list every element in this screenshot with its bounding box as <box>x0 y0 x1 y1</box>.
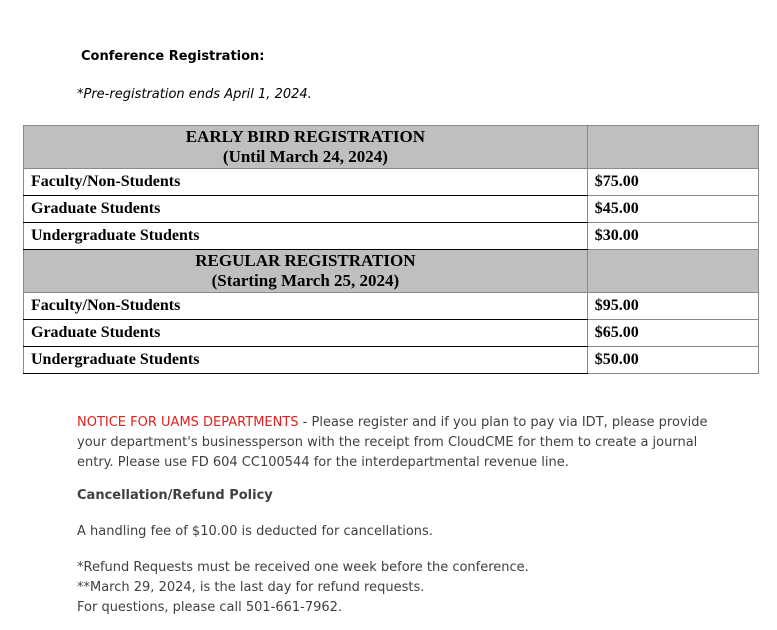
handling-fee-line: A handling fee of $10.00 is deducted for cancellations. <box>77 524 433 539</box>
row-label: Undergraduate Students <box>24 347 588 374</box>
section-header-early-bird <box>24 126 759 169</box>
table-row <box>24 196 759 223</box>
row-price: $50.00 <box>587 347 758 374</box>
row-label: Graduate Students <box>24 196 588 223</box>
policy-title: Cancellation/Refund Policy <box>77 488 273 503</box>
refund-info <box>77 558 529 618</box>
section-title: EARLY BIRD REGISTRATION <box>185 127 426 146</box>
row-price: $45.00 <box>587 196 758 223</box>
section-price-header-cell <box>587 126 758 169</box>
row-label: Undergraduate Students <box>24 223 588 250</box>
section-price-header-cell <box>587 250 758 293</box>
row-price: $30.00 <box>587 223 758 250</box>
section-header-regular <box>24 250 759 293</box>
table-row <box>24 293 759 320</box>
table-row <box>24 320 759 347</box>
section-subtitle: (Starting March 25, 2024) <box>211 271 400 290</box>
uams-departments-notice <box>77 413 717 473</box>
section-title-cell <box>24 126 588 169</box>
registration-fees-table <box>23 125 759 374</box>
refund-line: *Refund Requests must be received one week before the conference. <box>77 560 529 575</box>
row-price: $75.00 <box>587 169 758 196</box>
contact-line: For questions, please call 501-661-7962. <box>77 600 343 615</box>
section-title-cell <box>24 250 588 293</box>
refund-line: **March 29, 2024, is the last day for refund requests. <box>77 580 425 595</box>
preregistration-note: *Pre-registration ends April 1, 2024. <box>77 87 312 102</box>
row-price: $95.00 <box>587 293 758 320</box>
row-label: Faculty/Non-Students <box>24 169 588 196</box>
notice-label: NOTICE FOR UAMS DEPARTMENTS <box>77 415 299 430</box>
row-label: Faculty/Non-Students <box>24 293 588 320</box>
section-title: REGULAR REGISTRATION <box>195 251 416 270</box>
table-row <box>24 169 759 196</box>
table-row <box>24 347 759 374</box>
notice-text: - Please register and if you plan to pay via IDT, please provide your department's businessperson with the receipt from CloudCME for them to create a journal entry. Please use FD 604 CC100544 for the interdepartmental revenue line. <box>77 415 708 470</box>
section-subtitle: (Until March 24, 2024) <box>222 147 388 166</box>
row-price: $65.00 <box>587 320 758 347</box>
row-label: Graduate Students <box>24 320 588 347</box>
page-heading: Conference Registration: <box>81 49 265 64</box>
table-row <box>24 223 759 250</box>
